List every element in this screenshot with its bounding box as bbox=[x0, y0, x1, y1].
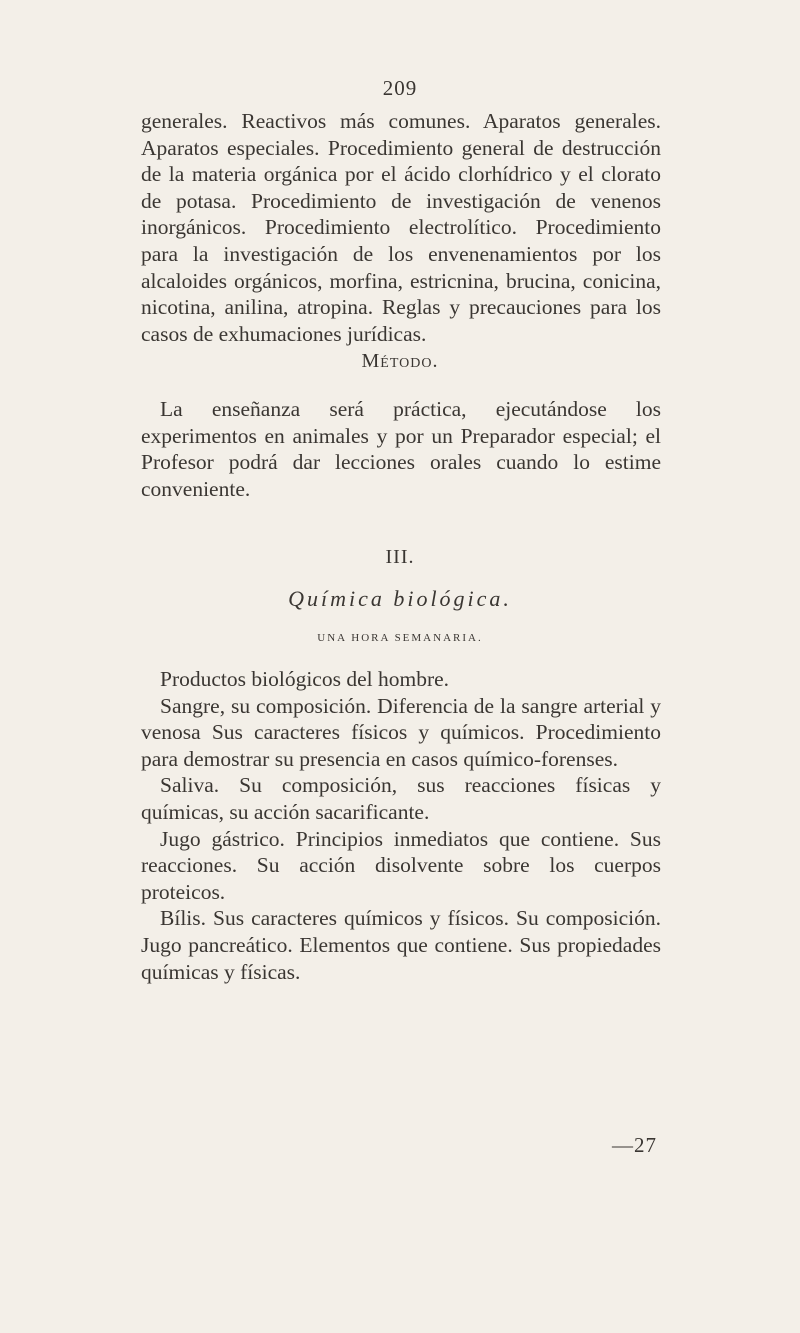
section-paragraph: Bílis. Sus caracteres químicos y físicos. Su composición. Jugo pancreático. Elementos que contiene. Sus propiedades químicas y físicas. bbox=[141, 906, 661, 984]
section-numeral: III. bbox=[385, 546, 415, 568]
section-paragraph: Jugo gástrico. Principios inmediatos que contiene. Sus reacciones. Su acción disolvente sobre los cuerpos proteicos. bbox=[141, 826, 661, 904]
method-block bbox=[141, 396, 661, 502]
intro-block bbox=[141, 108, 661, 347]
signature-mark: —27 bbox=[612, 1133, 657, 1157]
method-paragraph: La enseñanza será práctica, ejecutándose los experimentos en animales y por un Preparador especial; el Profesor podrá dar lecciones orales cuando lo estime conveniente. bbox=[141, 397, 661, 501]
section-paragraph: Saliva. Su composición, sus reacciones físicas y químicas, su acción sacarificante. bbox=[141, 773, 661, 824]
intro-paragraph: generales. Reactivos más comunes. Aparatos generales. Aparatos especiales. Procedimiento general de destrucción de la materia orgánica por el ácido clorhídrico y el clorato de potasa. Procedimiento de investigación de venenos inorgánicos. Procedimiento electrolítico. Procedimiento para la investigación de los envenenamientos por los alcaloides orgánicos, morfina, estricnina, brucina, conicina, nicotina, anilina, atropina. Reglas y precauciones para los casos de exhumaciones jurídicas. bbox=[141, 109, 661, 346]
section-body bbox=[141, 666, 661, 985]
method-heading: Método. bbox=[361, 350, 439, 372]
page-number: 209 bbox=[382, 76, 418, 100]
section-subtitle: UNA HORA SEMANARIA. bbox=[317, 632, 483, 644]
section-paragraph: Sangre, su composición. Diferencia de la sangre arterial y venosa Sus caracteres físicos y químicos. Procedimiento para demostrar su presencia en casos químico-forenses. bbox=[141, 693, 661, 771]
section-title: Química biológica. bbox=[288, 586, 512, 611]
section-paragraph: Productos biológicos del hombre. bbox=[160, 667, 450, 691]
